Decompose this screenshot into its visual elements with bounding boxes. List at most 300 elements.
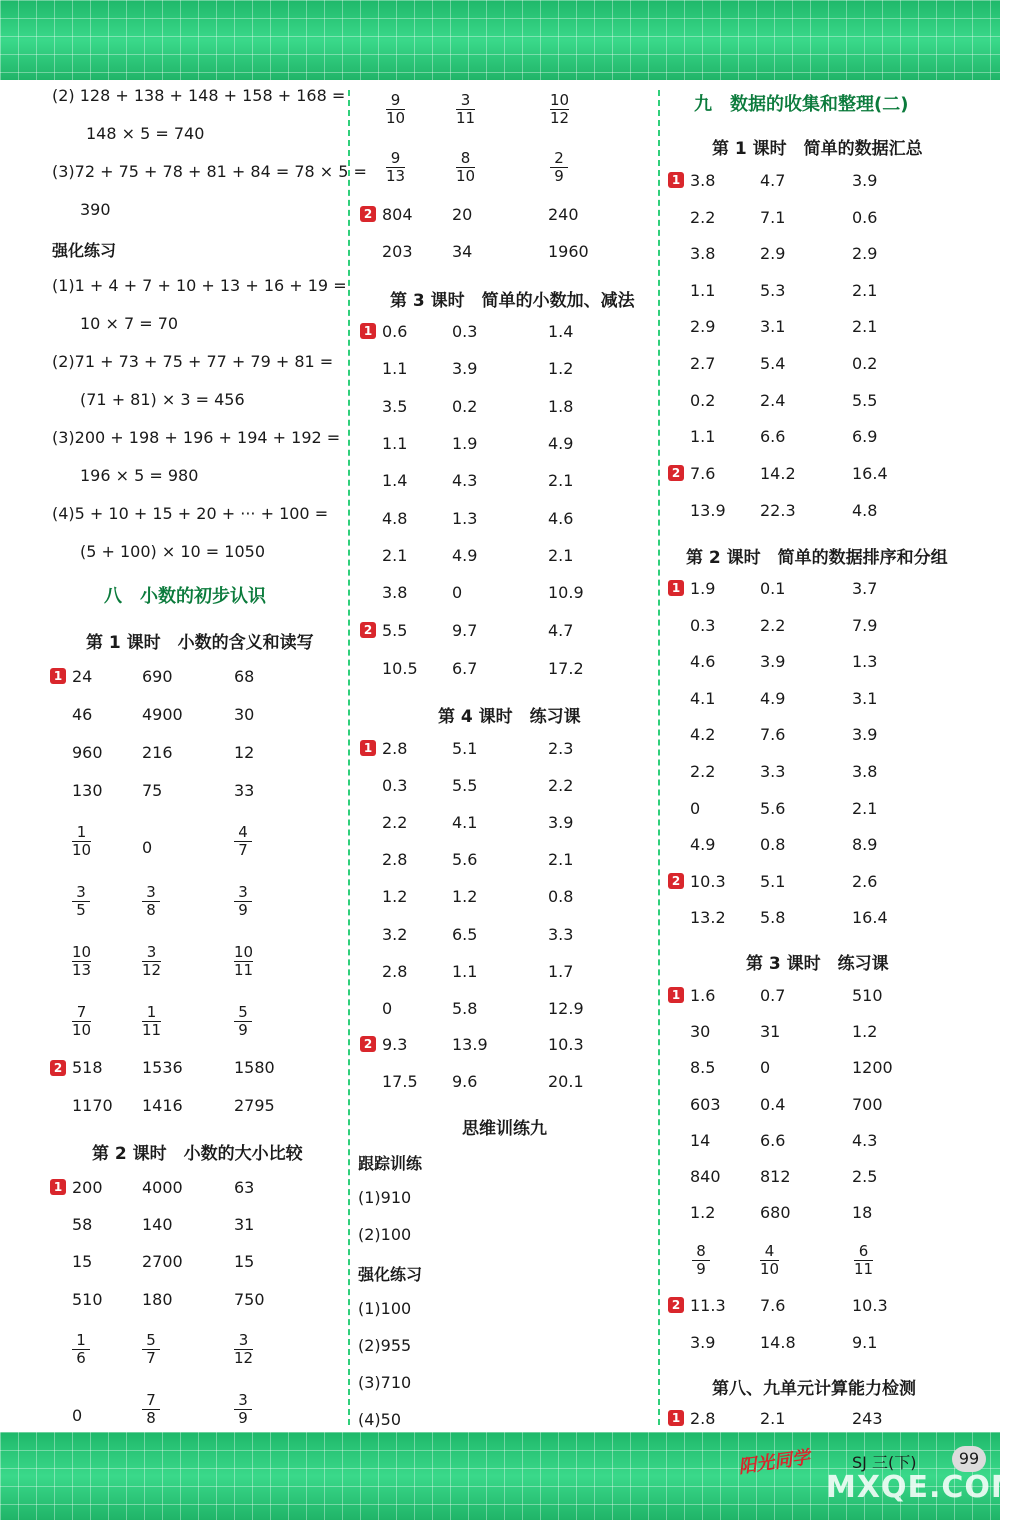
answer-value: 1.1: [382, 359, 408, 379]
answer-value: 10.5: [382, 659, 418, 678]
answer-value: 2.8: [382, 850, 408, 870]
answer-value: 1.1: [690, 280, 716, 300]
fraction-numerator: 2: [554, 149, 564, 167]
math-line: (4)5 + 10 + 15 + 20 + ··· + 100 =: [52, 504, 329, 523]
answer-value: 203: [382, 242, 413, 261]
fraction: [386, 150, 405, 185]
question-number-marker: 2: [360, 622, 376, 638]
answer-value: 6.6: [760, 1130, 786, 1150]
question-number-marker: 1: [668, 172, 684, 188]
answer-value: 0.6: [382, 322, 408, 341]
answer-value: 2.9: [690, 317, 716, 337]
answer-value: 690: [142, 667, 173, 686]
answer-value: 5.6: [452, 850, 478, 870]
question-number-marker: 1: [50, 1179, 66, 1195]
answer-value: 1200: [852, 1058, 893, 1078]
answer-value: 3.9: [852, 171, 878, 190]
answer-value: 5.8: [452, 998, 478, 1018]
answer-value: 3.8: [382, 583, 408, 603]
answer-value: 2.8: [382, 739, 408, 758]
fraction: [142, 1332, 160, 1367]
answer-value: 0.4: [760, 1094, 786, 1114]
math-line: (2)71 + 73 + 75 + 77 + 79 + 81 =: [52, 352, 334, 371]
answer-value: 130: [72, 781, 103, 800]
answer-value: 8.5: [690, 1058, 716, 1078]
answer-value: 12: [234, 743, 255, 762]
answer-value: 4.9: [760, 688, 786, 708]
answer-value: 5.4: [760, 354, 786, 373]
answer-value: 216: [142, 743, 173, 762]
answer-value: 30: [234, 705, 255, 724]
fraction: [854, 1243, 873, 1278]
answer-value: 840: [690, 1167, 721, 1186]
answer-value: 2.5: [852, 1167, 878, 1186]
answer-value: 20: [452, 205, 473, 224]
answer-value: 2.9: [760, 244, 786, 264]
fraction-denominator: 9: [238, 901, 248, 919]
fraction-denominator: 10: [72, 1021, 92, 1039]
answer-value: 5.3: [760, 280, 786, 300]
answer-value: 4.9: [452, 545, 478, 565]
answer-value: 9.6: [452, 1072, 478, 1091]
answer-value: 5.8: [760, 908, 786, 927]
math-line: 148 × 5 = 740: [86, 124, 205, 143]
section-heading: 思维训练九: [462, 1119, 547, 1139]
answer-value: 2.3: [548, 739, 574, 758]
answer-value: 1.1: [382, 433, 408, 453]
answer-value: 18: [852, 1203, 873, 1223]
answer-value: 2.2: [690, 207, 716, 227]
answer-value: 5.5: [452, 776, 478, 796]
answer-value: 5.5: [382, 621, 408, 640]
answer-value: 0.3: [382, 776, 408, 796]
answer-value: 15: [72, 1252, 93, 1271]
fraction-denominator: 13: [72, 961, 92, 979]
lesson-heading: 第 3 课时 简单的小数加、减法: [390, 291, 635, 311]
answer-value: 0: [760, 1058, 771, 1078]
answer-column-1: [0, 82, 367, 1430]
fraction-numerator: 3: [238, 1331, 249, 1349]
answer-value: 812: [760, 1167, 791, 1186]
answer-value: 243: [852, 1409, 883, 1428]
answer-value: 2.1: [382, 545, 408, 565]
answer-value: 1.2: [852, 1022, 878, 1042]
fraction: [234, 1392, 252, 1427]
fraction: [550, 92, 569, 127]
answer-value: 804: [382, 205, 413, 224]
fraction-denominator: 8: [146, 1409, 156, 1427]
answer-value: 700: [852, 1094, 883, 1114]
fraction-numerator: 7: [146, 1391, 156, 1409]
fraction: [142, 884, 160, 919]
answer-value: 2795: [234, 1096, 275, 1115]
math-line: 390: [80, 200, 111, 219]
answer-value: 46: [72, 705, 93, 724]
answer-value: 1.2: [548, 359, 574, 379]
fraction: [142, 944, 161, 979]
answer-value: 31: [760, 1022, 781, 1042]
answer-value: 1.1: [452, 961, 478, 981]
answer-value: 4.8: [382, 508, 408, 528]
fraction-denominator: 8: [146, 901, 156, 919]
fraction-denominator: 12: [234, 1349, 254, 1367]
answer-value: 2.1: [852, 280, 878, 300]
fraction-numerator: 3: [146, 943, 157, 961]
lesson-heading: 第 3 课时 练习课: [746, 954, 889, 974]
answer-value: 3.9: [852, 725, 878, 745]
answer-value: 4.7: [760, 171, 786, 190]
answer-value: 3.3: [760, 762, 786, 781]
question-number-marker: 2: [668, 873, 684, 889]
answer-value: 1.2: [452, 887, 478, 907]
answer-value: 1960: [548, 242, 589, 261]
answer-value: 2.1: [760, 1409, 786, 1428]
answer-value: 4.6: [690, 652, 716, 672]
answer-value: 4.9: [690, 835, 716, 855]
answer-value: 2.1: [548, 850, 574, 870]
fraction: [72, 944, 91, 979]
fraction: [234, 884, 252, 919]
fraction-numerator: 10: [234, 943, 254, 961]
question-number-marker: 2: [50, 1060, 66, 1076]
answer-value: 7.6: [760, 1296, 786, 1315]
answer-value: 3.8: [852, 762, 878, 781]
fraction-numerator: 1: [146, 1003, 157, 1021]
answer-value: 12.9: [548, 998, 584, 1018]
math-line: (2) 128 + 138 + 148 + 158 + 168 =: [52, 86, 346, 105]
answer-value: 2.8: [382, 961, 408, 981]
answer-value: 1.6: [690, 986, 716, 1005]
fraction-denominator: 11: [456, 109, 476, 127]
math-line: (71 + 81) × 3 = 456: [80, 390, 245, 409]
answer-value: 750: [234, 1290, 265, 1309]
fraction: [72, 1004, 91, 1039]
fraction-numerator: 4: [238, 823, 248, 841]
fraction-denominator: 13: [386, 167, 406, 185]
answer-value: 10.3: [690, 872, 726, 891]
answer-value: 2.1: [852, 798, 878, 818]
math-line: (1)1 + 4 + 7 + 10 + 13 + 16 + 19 =: [52, 276, 347, 295]
answer-value: 3.9: [548, 813, 574, 833]
answer-value: 1.2: [382, 887, 408, 907]
fraction-numerator: 7: [76, 1003, 87, 1021]
fraction-numerator: 3: [76, 883, 86, 901]
fraction-numerator: 8: [696, 1242, 706, 1260]
book-mark: SJ 三(下): [852, 1453, 917, 1472]
fraction: [234, 944, 253, 979]
fraction-numerator: 5: [146, 1331, 156, 1349]
fraction: [456, 150, 475, 185]
answer-value: 10.9: [548, 583, 584, 603]
lesson-heading: 第 4 课时 练习课: [438, 707, 581, 727]
answer-value: 16.4: [852, 908, 888, 927]
answer-value: 6.9: [852, 427, 878, 447]
answer-value: 11.3: [690, 1296, 726, 1315]
answer-value: 1.8: [548, 396, 574, 416]
answer-value: 1.3: [452, 508, 478, 528]
answer-value: 200: [72, 1178, 103, 1197]
answer-value: 1.9: [452, 433, 478, 453]
answer-value: 6.5: [452, 924, 478, 944]
answer-value: 4.7: [548, 621, 574, 640]
section-label: 强化练习: [52, 241, 117, 260]
fraction-denominator: 6: [76, 1349, 86, 1367]
answer-value: 1.2: [690, 1203, 716, 1223]
answer-value: 2.2: [382, 813, 408, 833]
answer-value: 4900: [142, 705, 183, 724]
question-number-marker: 1: [668, 987, 684, 1003]
answer-value: 7.9: [852, 615, 878, 635]
answer-value: 58: [72, 1215, 93, 1234]
lesson-heading: 第 1 课时 简单的数据汇总: [712, 139, 923, 159]
fraction-numerator: 9: [390, 91, 401, 109]
answer-value: 3.2: [382, 924, 408, 944]
fraction-denominator: 12: [142, 961, 162, 979]
answer-item: (4)50: [358, 1410, 402, 1429]
fraction-denominator: 10: [456, 167, 476, 185]
answer-value: 16.4: [852, 464, 888, 483]
fraction-denominator: 11: [854, 1260, 874, 1278]
answer-value: 2.6: [852, 872, 878, 891]
fraction-numerator: 3: [146, 883, 156, 901]
answer-value: 1416: [142, 1096, 183, 1115]
answer-value: 4.6: [548, 508, 574, 528]
fraction: [234, 1004, 252, 1039]
fraction-denominator: 9: [554, 167, 564, 185]
answer-value: 3.9: [760, 652, 786, 672]
answer-value: 0.7: [760, 986, 786, 1005]
math-line: (3)72 + 75 + 78 + 81 + 84 = 78 × 5 =: [52, 162, 367, 181]
question-number-marker: 2: [668, 465, 684, 481]
answer-value: 3.9: [452, 359, 478, 379]
brand-logo: 阳光同学: [737, 1447, 812, 1478]
answer-value: 4000: [142, 1178, 183, 1197]
answer-value: 0: [690, 798, 701, 818]
answer-value: 5.6: [760, 798, 786, 818]
answer-value: 2.4: [760, 390, 786, 410]
answer-value: 603: [690, 1094, 721, 1114]
fraction-numerator: 9: [390, 149, 401, 167]
answer-value: 30: [690, 1022, 711, 1042]
fraction-numerator: 1: [76, 823, 87, 841]
answer-value: 510: [72, 1290, 103, 1309]
fraction-numerator: 1: [76, 1331, 86, 1349]
answer-value: 2.7: [690, 354, 716, 373]
answer-value: 3.9: [690, 1333, 716, 1352]
answer-value: 7.6: [690, 464, 716, 483]
fraction-denominator: 11: [142, 1021, 162, 1039]
answer-value: 680: [760, 1203, 791, 1223]
lesson-heading: 第 1 课时 小数的含义和读写: [86, 633, 314, 653]
math-line: (3)200 + 198 + 196 + 194 + 192 =: [52, 428, 341, 447]
math-line: 196 × 5 = 980: [80, 466, 199, 485]
answer-value: 5.1: [760, 872, 786, 891]
answer-value: 1536: [142, 1058, 183, 1077]
answer-value: 7.1: [760, 207, 786, 227]
answer-value: 13.9: [690, 501, 726, 520]
fraction-denominator: 5: [76, 901, 86, 919]
answer-value: 3.1: [852, 688, 878, 708]
question-number-marker: 1: [668, 580, 684, 596]
answer-value: 24: [72, 667, 93, 686]
answer-value: 2.8: [690, 1409, 716, 1428]
answer-value: 3.7: [852, 579, 878, 598]
answer-value: 34: [452, 242, 473, 261]
answer-value: 8.9: [852, 835, 878, 855]
fraction: [760, 1243, 779, 1278]
answer-value: 0.8: [760, 835, 786, 855]
answer-value: 4.1: [452, 813, 478, 833]
fraction-numerator: 10: [72, 943, 92, 961]
fraction-denominator: 12: [550, 109, 570, 127]
lesson-heading: 第八、九单元计算能力检测: [712, 1379, 916, 1399]
answer-value: 0.1: [760, 579, 786, 598]
fraction: [386, 92, 405, 127]
answer-value: 17.5: [382, 1072, 418, 1091]
answer-value: 6.7: [452, 659, 478, 678]
answer-value: 1.9: [690, 579, 716, 598]
answer-value: 3.1: [760, 317, 786, 337]
question-number-marker: 1: [50, 668, 66, 684]
answer-value: 1.4: [382, 471, 408, 491]
fraction-numerator: 3: [460, 91, 471, 109]
answer-value: 2.2: [548, 776, 574, 796]
answer-value: 20.1: [548, 1072, 584, 1091]
answer-item: (2)100: [358, 1225, 412, 1244]
answer-value: 0.3: [690, 615, 716, 635]
fraction: [142, 1004, 161, 1039]
answer-value: 4.1: [690, 688, 716, 708]
fraction: [72, 1332, 90, 1367]
unit-heading: 八 小数的初步认识: [104, 586, 266, 607]
answer-value: 2.1: [852, 317, 878, 337]
unit-heading: 九 数据的收集和整理(二): [694, 94, 909, 115]
math-line: 10 × 7 = 70: [80, 314, 179, 333]
answer-value: 3.8: [690, 171, 716, 190]
fraction: [692, 1243, 710, 1278]
fraction-numerator: 10: [550, 91, 570, 109]
answer-value: 7.6: [760, 725, 786, 745]
answer-value: 3.5: [382, 396, 408, 416]
question-number-marker: 1: [360, 323, 376, 339]
answer-value: 9.1: [852, 1333, 878, 1352]
fraction: [142, 1392, 160, 1427]
answer-value: 180: [142, 1290, 173, 1309]
answer-value: 5.5: [852, 390, 878, 410]
answer-value: 4.3: [852, 1130, 878, 1150]
answer-value: 63: [234, 1178, 255, 1197]
answer-value: 1580: [234, 1058, 275, 1077]
answer-value: 3.3: [548, 924, 574, 944]
answer-value: 1170: [72, 1096, 113, 1115]
fraction: [72, 824, 91, 859]
answer-value: 2.2: [760, 615, 786, 635]
answer-value: 68: [234, 667, 255, 686]
answer-value: 0: [382, 998, 393, 1018]
answer-value: 9.3: [382, 1035, 408, 1054]
answer-value: 10.3: [852, 1296, 888, 1315]
answer-value: 75: [142, 781, 163, 800]
fraction: [234, 824, 252, 859]
answer-value: 2.1: [548, 545, 574, 565]
answer-value: 33: [234, 781, 255, 800]
answer-value: 140: [142, 1215, 173, 1234]
fraction: [234, 1332, 253, 1367]
fraction-denominator: 7: [146, 1349, 156, 1367]
answer-value: 13.2: [690, 908, 726, 927]
answer-value: 2700: [142, 1252, 183, 1271]
top-decorative-band: [0, 0, 1000, 80]
section-label: 跟踪训练: [358, 1154, 423, 1173]
fraction-denominator: 9: [238, 1021, 248, 1039]
answer-value: 1.3: [852, 652, 878, 672]
fraction-denominator: 11: [234, 961, 254, 979]
question-number-marker: 1: [360, 740, 376, 756]
answer-column-2: [352, 82, 658, 1430]
answer-value: 0: [452, 583, 463, 603]
answer-value: 31: [234, 1215, 255, 1234]
answer-value: 960: [72, 743, 103, 762]
lesson-heading: 第 2 课时 小数的大小比较: [92, 1144, 303, 1164]
fraction-denominator: 9: [696, 1260, 706, 1278]
answer-value: 22.3: [760, 501, 796, 520]
answer-value: 10.3: [548, 1035, 584, 1054]
answer-value: 14: [690, 1130, 711, 1150]
fraction-numerator: 5: [238, 1003, 248, 1021]
answer-value: 3.8: [690, 244, 716, 264]
fraction-denominator: 10: [386, 109, 406, 127]
fraction-denominator: 7: [238, 841, 248, 859]
question-number-marker: 2: [668, 1297, 684, 1313]
answer-column-3: [660, 82, 1000, 1430]
answer-item: (2)955: [358, 1336, 412, 1355]
answer-value: 0.2: [452, 396, 478, 416]
fraction-denominator: 10: [72, 841, 92, 859]
answer-value: 9.7: [452, 621, 478, 640]
answer-value: 240: [548, 205, 579, 224]
lesson-heading: 第 2 课时 简单的数据排序和分组: [686, 548, 948, 568]
fraction: [550, 150, 568, 185]
fraction-numerator: 4: [764, 1242, 775, 1260]
answer-value: 6.6: [760, 427, 786, 447]
answer-value: 2.1: [548, 471, 574, 491]
fraction-numerator: 3: [238, 1391, 248, 1409]
math-line: (5 + 100) × 10 = 1050: [80, 542, 266, 561]
answer-value: 17.2: [548, 659, 584, 678]
fraction: [456, 92, 475, 127]
answer-value: 4.9: [548, 433, 574, 453]
fraction-denominator: 9: [238, 1409, 248, 1427]
answer-value: 4.3: [452, 471, 478, 491]
answer-value: 14.2: [760, 464, 796, 483]
answer-value: 4.2: [690, 725, 716, 745]
answer-value: 0.2: [690, 390, 716, 410]
answer-value: 510: [852, 986, 883, 1005]
fraction-denominator: 10: [760, 1260, 780, 1278]
answer-value: 13.9: [452, 1035, 488, 1054]
question-number-marker: 1: [668, 1410, 684, 1426]
answer-value: 1.1: [690, 427, 716, 447]
answer-value: 0.3: [452, 322, 478, 341]
question-number-marker: 2: [360, 206, 376, 222]
answer-value: 2.2: [690, 762, 716, 781]
page-number: 99: [952, 1446, 986, 1472]
answer-value: 0.2: [852, 354, 878, 373]
answer-value: 1.4: [548, 322, 574, 341]
answer-value: 15: [234, 1252, 255, 1271]
section-label: 强化练习: [358, 1265, 423, 1284]
answer-value: 2.9: [852, 244, 878, 264]
